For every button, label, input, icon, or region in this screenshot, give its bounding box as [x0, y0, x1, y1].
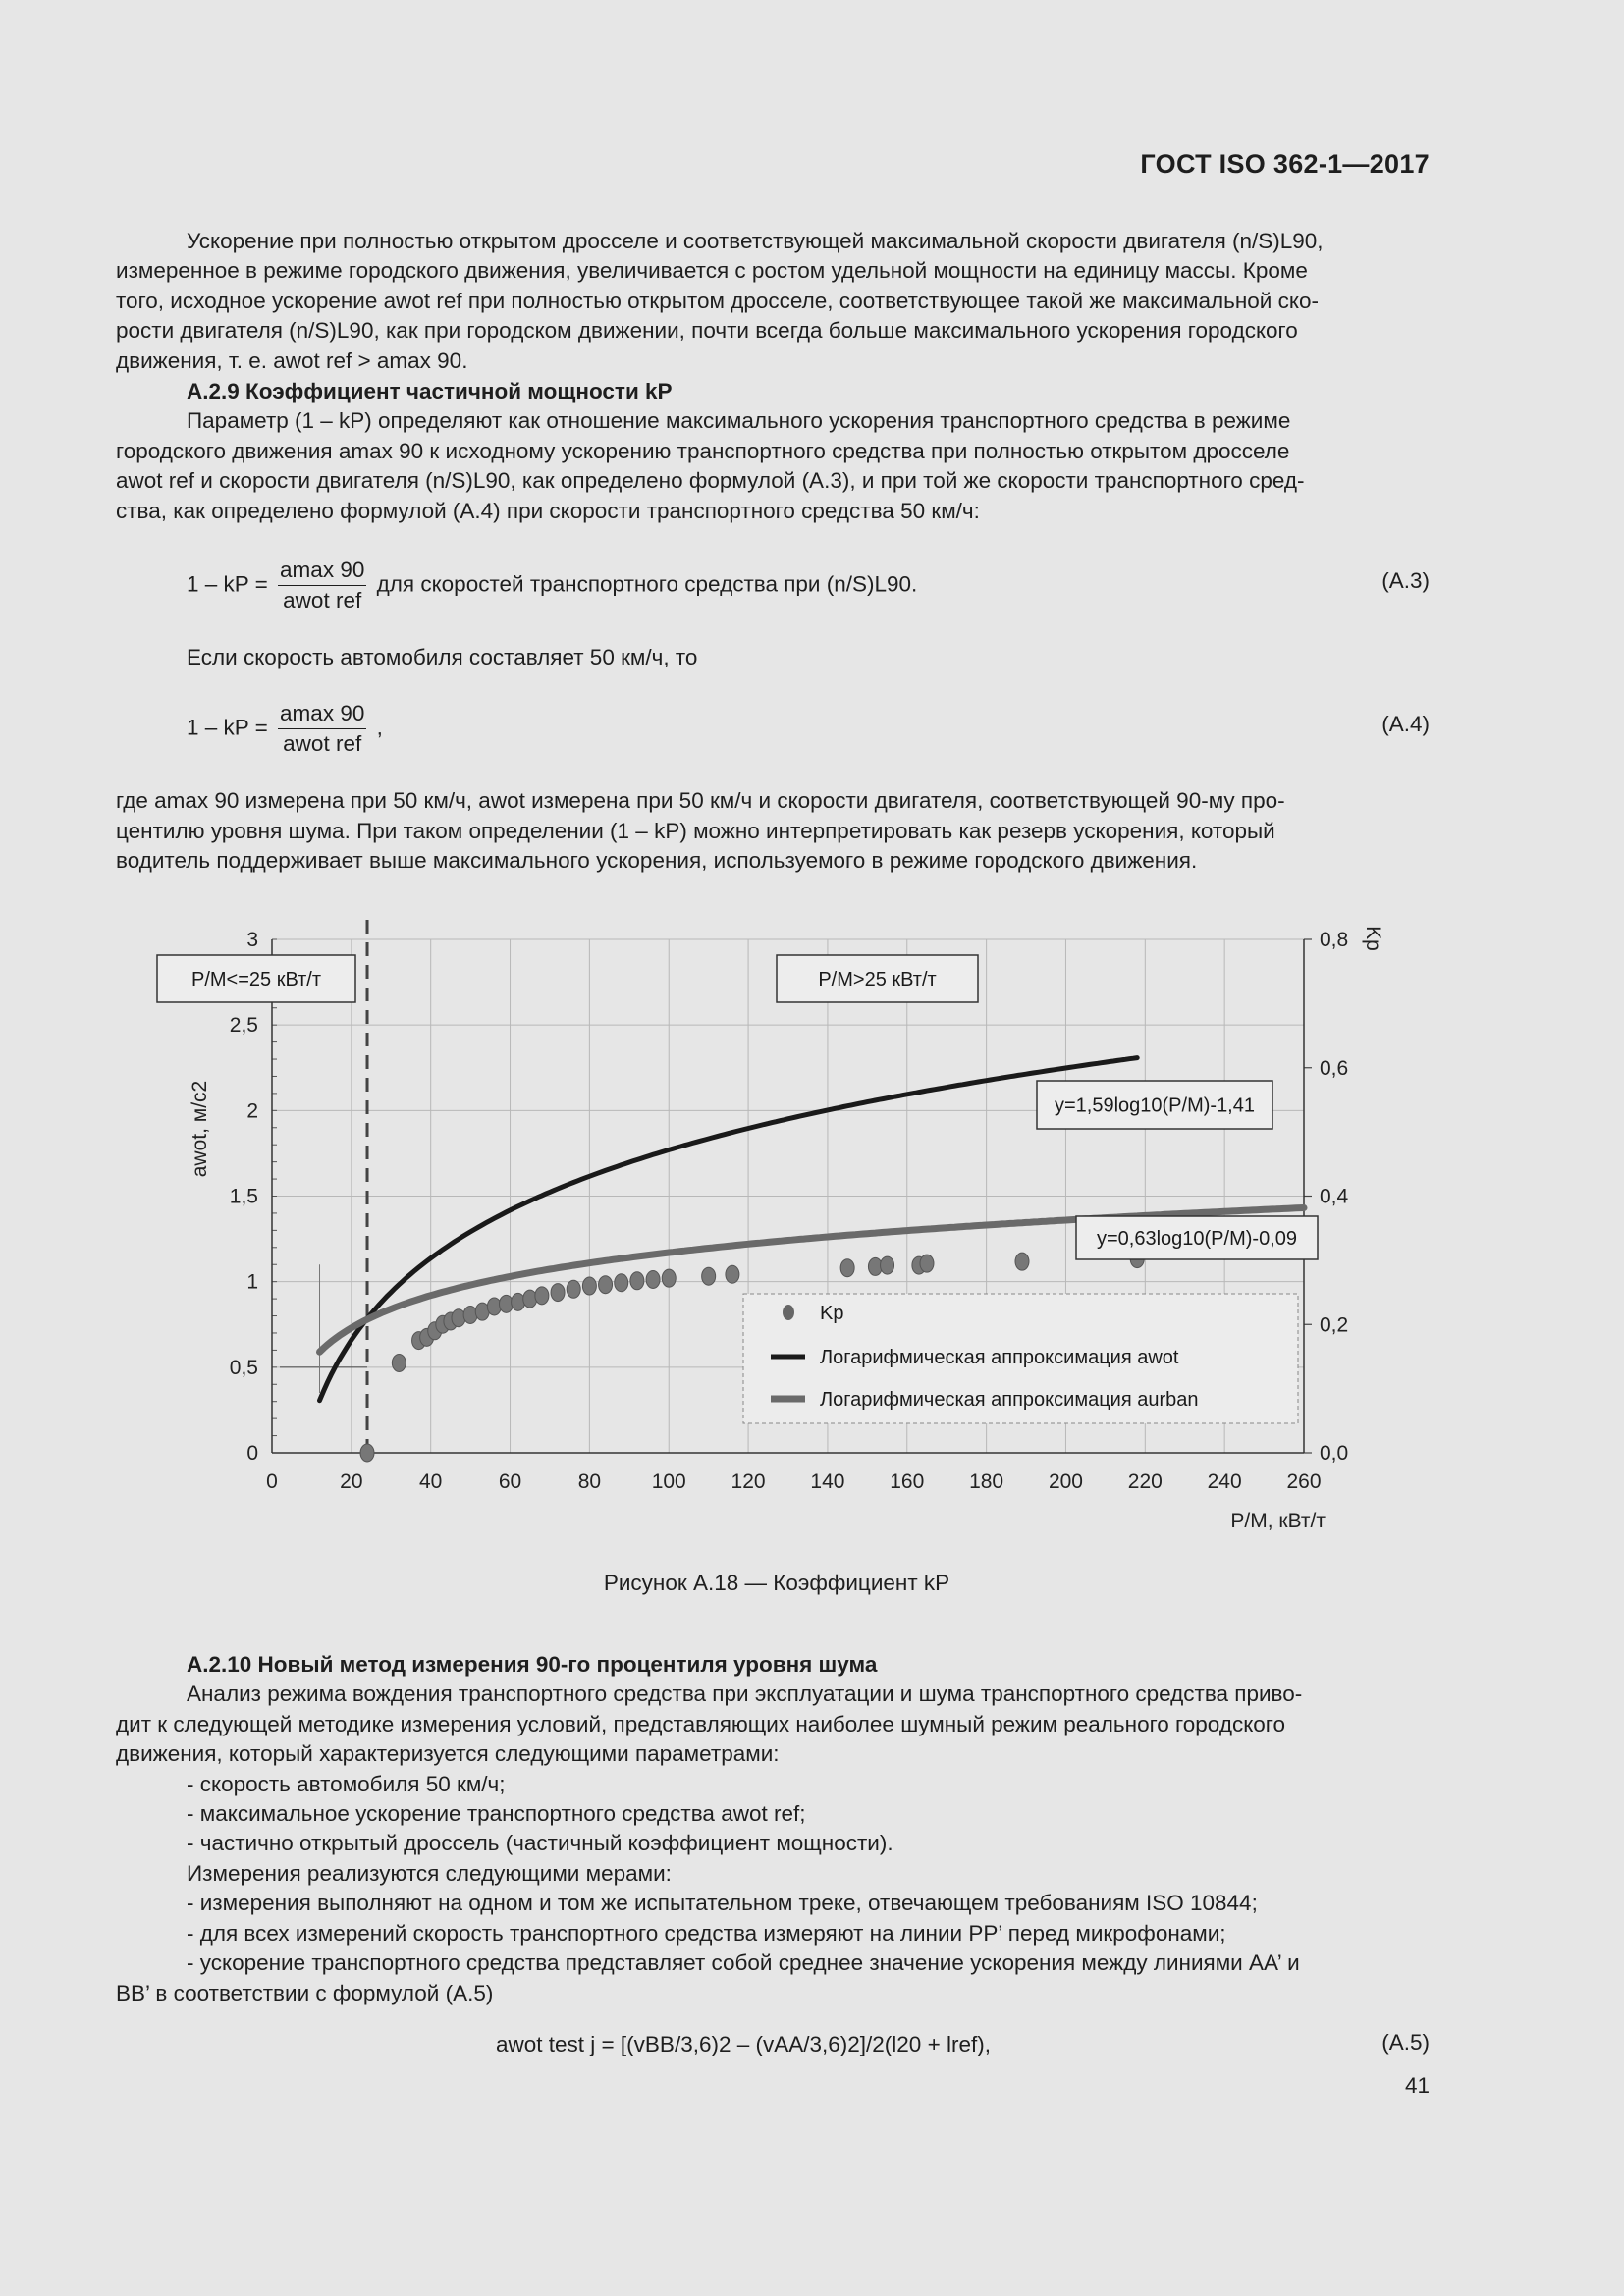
- bullet-max-acceleration: - максимальное ускорение транспортного средства awot ref;: [187, 1801, 806, 1826]
- region-left-label: P/M<=25 кВт/т: [190, 969, 322, 990]
- eq-a3-rhs: для скоростей транспортного средства при (n/S)L90.: [376, 571, 918, 597]
- x-tick-label: 260: [1286, 1470, 1322, 1493]
- section-a210-line-3: движения, который характеризуется следующими параметрами:: [116, 1741, 780, 1766]
- kp-point: [599, 1276, 613, 1294]
- figure-caption: Рисунок А.18 — Коэффициент kP: [603, 1571, 950, 1595]
- x-tick-label: 0: [266, 1470, 278, 1493]
- kp-point: [360, 1444, 374, 1462]
- kp-point: [702, 1267, 716, 1285]
- y2-tick-label: 0,0: [1320, 1442, 1349, 1465]
- x-tick-label: 220: [1127, 1470, 1163, 1493]
- y2-tick-label: 0,2: [1320, 1313, 1349, 1337]
- section-a29-line-4: ства, как определено формулой (А.4) при скорости транспортного средства 50 км/ч:: [116, 499, 980, 523]
- kp-point: [615, 1274, 628, 1292]
- y2-tick-label: 0,4: [1320, 1185, 1349, 1208]
- x-tick-label: 200: [1048, 1470, 1083, 1493]
- x-tick-label: 80: [577, 1470, 602, 1493]
- x-tick-label: 240: [1207, 1470, 1242, 1493]
- kp-point: [551, 1284, 565, 1302]
- eq-a3-denominator: awot ref: [283, 588, 362, 613]
- intro-line-5: движения, т. е. awot ref > amax 90.: [116, 348, 468, 373]
- where-line-2: центилю уровня шума. При таком определении (1 – kP) можно интерпретировать как резерв ускорения, который: [116, 819, 1275, 843]
- legend-awot-label: Логарифмическая аппроксимация awot: [820, 1347, 1179, 1368]
- kp-chart: [0, 883, 1624, 1551]
- section-a29-line-1: Параметр (1 – kP) определяют как отношение максимального ускорения транспортного средства в режиме: [187, 408, 1291, 433]
- kp-point: [726, 1265, 739, 1283]
- bullet-partial-throttle: - частично открытый дроссель (частичный коэффициент мощности).: [187, 1831, 893, 1855]
- y-tick-label: 2,5: [229, 1014, 258, 1038]
- bullet-average-acceleration-cont: ВВ’ в соответствии с формулой (А.5): [116, 1981, 494, 2005]
- section-a29-line-2: городского движения amax 90 к исходному ускорению транспортного средства при полностью открытом дросселе: [116, 439, 1290, 463]
- y2-tick-label: 0,8: [1320, 929, 1349, 951]
- kp-point: [463, 1306, 477, 1323]
- section-a210-title: А.2.10 Новый метод измерения 90-го процентиля уровня шума: [187, 1652, 878, 1677]
- eq-a4-denominator: awot ref: [283, 731, 362, 756]
- y2-tick-label: 0,6: [1320, 1056, 1349, 1080]
- region-right-label: P/M>25 кВт/т: [818, 969, 937, 990]
- kp-point: [646, 1270, 660, 1288]
- x-tick-label: 60: [498, 1470, 522, 1493]
- legend-aurban-label: Логарифмическая аппроксимация aurban: [820, 1389, 1199, 1411]
- intro-line-4: рости двигателя (n/S)L90, как при городском движении, почти всегда больше максимального ускорения городского: [116, 318, 1298, 343]
- legend-kp-label: Kp: [820, 1303, 844, 1324]
- section-a29-line-3: awot ref и скорости двигателя (n/S)L90, как определено формулой (А.3), и при той же скорости транспортного сред-: [116, 468, 1305, 493]
- kp-point: [392, 1354, 406, 1371]
- y-tick-label: 1,5: [229, 1185, 258, 1208]
- eq-a3-label: (А.3): [1381, 568, 1430, 593]
- chart-labels: [157, 926, 1384, 1532]
- kp-point: [881, 1256, 894, 1274]
- document-header: ГОСТ ISO 362-1—2017: [1140, 149, 1430, 179]
- if-50-text: Если скорость автомобиля составляет 50 км/ч, то: [187, 645, 698, 669]
- equation-a3: [187, 558, 917, 614]
- y-tick-label: 1: [246, 1270, 258, 1294]
- eq-a4-lhs: 1 – kP =: [187, 715, 268, 740]
- kp-point: [523, 1290, 537, 1308]
- kp-point: [920, 1255, 934, 1272]
- x-tick-label: 20: [340, 1470, 363, 1493]
- y-tick-label: 0: [246, 1442, 258, 1465]
- x-tick-label: 40: [419, 1470, 443, 1493]
- x-tick-label: 120: [731, 1470, 766, 1493]
- intro-line-1: Ускорение при полностью открытом дросселе и соответствующей максимальной скорости двигателя (n/S)L90,: [187, 229, 1324, 253]
- section-a210-line-2: дит к следующей методике измерения условий, представляющих наиболее шумный режим реального городского: [116, 1712, 1286, 1736]
- eq-a4-rhs: ,: [376, 715, 383, 740]
- where-line-1: где amax 90 измерена при 50 км/ч, awot измерена при 50 км/ч и скорости двигателя, соответствующей 90-му про-: [116, 788, 1285, 813]
- y-tick-label: 2: [246, 1099, 258, 1123]
- where-line-3: водитель поддерживает выше максимального ускорения, используемого в режиме городского движения.: [116, 848, 1198, 873]
- x-axis-title: P/M, кВт/т: [1230, 1510, 1326, 1532]
- legend-kp-marker: [783, 1305, 794, 1320]
- y-tick-label: 3: [246, 929, 258, 951]
- intro-line-3: того, исходное ускорение awot ref при полностью открытом дросселе, соответствующее такой же максимальной ско-: [116, 289, 1319, 313]
- kp-point: [1015, 1253, 1029, 1270]
- page-number: 41: [1404, 2073, 1430, 2098]
- eq-a4-label: (А.4): [1381, 712, 1430, 736]
- kp-point: [512, 1293, 525, 1310]
- kp-point: [567, 1280, 580, 1298]
- kp-point: [535, 1287, 549, 1305]
- kp-point: [840, 1259, 854, 1277]
- eq-a3-fraction: [278, 558, 366, 614]
- x-tick-label: 100: [651, 1470, 686, 1493]
- bullet-speed: - скорость автомобиля 50 км/ч;: [187, 1772, 506, 1796]
- y-tick-label: 0,5: [229, 1356, 258, 1379]
- kp-point: [582, 1277, 596, 1295]
- eq-a4-fraction: [278, 701, 366, 757]
- bullet-speed-line-pp: - для всех измерений скорость транспортного средства измеряют на линии РР’ перед микрофонами;: [187, 1921, 1226, 1946]
- kp-point: [452, 1309, 465, 1327]
- y2-axis-title: Kp: [1362, 926, 1384, 951]
- eq-a3-numerator: amax 90: [278, 558, 366, 586]
- x-tick-label: 140: [810, 1470, 845, 1493]
- section-a210-line-4: Измерения реализуются следующими мерами:: [187, 1861, 672, 1886]
- bullet-same-track: - измерения выполняют на одном и том же испытательном треке, отвечающем требованиям ISO 10844;: [187, 1891, 1258, 1915]
- x-tick-label: 160: [890, 1470, 925, 1493]
- equation-wot-label: y=1,59log10(P/M)-1,41: [1054, 1095, 1256, 1117]
- x-tick-label: 180: [969, 1470, 1004, 1493]
- section-a210-line-1: Анализ режима вождения транспортного средства при эксплуатации и шума транспортного средства приво-: [187, 1682, 1303, 1706]
- eq-a3-lhs: 1 – kP =: [187, 571, 268, 597]
- equation-urban-label: y=0,63log10(P/M)-0,09: [1096, 1228, 1298, 1250]
- kp-point: [662, 1269, 676, 1287]
- equation-a4: [187, 701, 383, 757]
- eq-a4-numerator: amax 90: [278, 701, 366, 729]
- eq-a5-label: (А.5): [1381, 2030, 1430, 2055]
- intro-line-2: измеренное в режиме городского движения, увеличивается с ростом удельной мощности на единицу массы. Кроме: [116, 258, 1308, 283]
- bullet-average-acceleration: - ускорение транспортного средства представляет собой среднее значение ускорения между линиями АА’ и: [187, 1950, 1300, 1975]
- section-a29-title: А.2.9 Коэффициент частичной мощности kP: [187, 379, 673, 403]
- equation-a5: awot test j = [(vBB/3,6)2 – (vAA/3,6)2]/2(l20 + lref),: [496, 2032, 991, 2056]
- kp-point: [630, 1272, 644, 1290]
- y-axis-title: awot, м/с2: [189, 1080, 211, 1178]
